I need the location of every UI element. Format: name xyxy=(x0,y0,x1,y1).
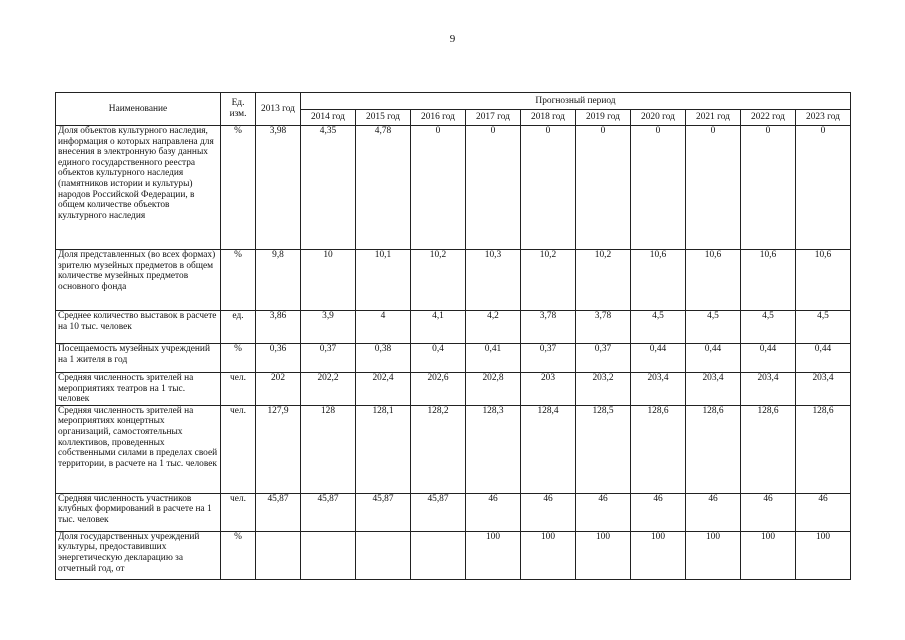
forecast-table xyxy=(55,92,851,580)
indicator-unit: ед. xyxy=(221,311,256,344)
table-row xyxy=(56,531,851,579)
header-year: 2021 год xyxy=(686,110,741,126)
table-row xyxy=(56,373,851,406)
indicator-name: Средняя численность участников клубных формирований в расчете на 1 тыс. человек xyxy=(56,493,221,531)
indicator-value: 100 xyxy=(521,531,576,579)
indicator-value: 203,4 xyxy=(631,373,686,406)
table-row xyxy=(56,250,851,311)
indicator-value: 203,4 xyxy=(796,373,851,406)
indicator-value: 202,8 xyxy=(466,373,521,406)
indicator-unit: чел. xyxy=(221,405,256,493)
header-year: 2022 год xyxy=(741,110,796,126)
indicator-value xyxy=(411,531,466,579)
indicator-value: 0 xyxy=(576,126,631,250)
indicator-unit: % xyxy=(221,531,256,579)
indicator-value: 4,5 xyxy=(741,311,796,344)
table-body xyxy=(56,126,851,580)
indicator-value: 128,6 xyxy=(796,405,851,493)
indicator-value: 3,9 xyxy=(301,311,356,344)
indicator-value: 45,87 xyxy=(411,493,466,531)
header-year: 2023 год xyxy=(796,110,851,126)
indicator-value: 4,5 xyxy=(796,311,851,344)
indicator-value: 100 xyxy=(631,531,686,579)
indicator-unit: чел. xyxy=(221,493,256,531)
indicator-value: 10,6 xyxy=(686,250,741,311)
indicator-value: 10,3 xyxy=(466,250,521,311)
indicator-unit: чел. xyxy=(221,373,256,406)
indicator-value: 4 xyxy=(356,311,411,344)
indicator-value: 4,5 xyxy=(686,311,741,344)
indicator-value: 203,2 xyxy=(576,373,631,406)
indicator-value: 0 xyxy=(411,126,466,250)
indicator-value: 203,4 xyxy=(686,373,741,406)
indicator-value: 10,2 xyxy=(576,250,631,311)
indicator-value: 0,44 xyxy=(796,344,851,373)
indicator-value: 128,6 xyxy=(686,405,741,493)
indicator-value: 46 xyxy=(521,493,576,531)
header-forecast-period: Прогнозный период xyxy=(301,93,851,110)
indicator-value: 100 xyxy=(576,531,631,579)
indicator-value: 4,35 xyxy=(301,126,356,250)
indicator-value: 10,2 xyxy=(411,250,466,311)
indicator-value: 0,38 xyxy=(356,344,411,373)
indicator-value: 0,44 xyxy=(686,344,741,373)
table-row xyxy=(56,493,851,531)
indicator-value: 0,4 xyxy=(411,344,466,373)
indicator-value: 3,78 xyxy=(576,311,631,344)
header-unit: Ед. изм. xyxy=(221,93,256,126)
indicator-value: 128,1 xyxy=(356,405,411,493)
indicator-value: 0 xyxy=(741,126,796,250)
indicator-value: 0 xyxy=(631,126,686,250)
indicator-value: 202,6 xyxy=(411,373,466,406)
indicator-value: 46 xyxy=(741,493,796,531)
indicator-value: 46 xyxy=(796,493,851,531)
indicator-value: 10,1 xyxy=(356,250,411,311)
indicator-value: 0,36 xyxy=(256,344,301,373)
indicator-value: 10,6 xyxy=(796,250,851,311)
indicator-value: 203 xyxy=(521,373,576,406)
indicator-value: 4,78 xyxy=(356,126,411,250)
indicator-value: 128,2 xyxy=(411,405,466,493)
indicator-value xyxy=(301,531,356,579)
header-year: 2015 год xyxy=(356,110,411,126)
indicator-value: 45,87 xyxy=(301,493,356,531)
indicator-value: 0,44 xyxy=(631,344,686,373)
indicator-value: 46 xyxy=(466,493,521,531)
header-base-year: 2013 год xyxy=(256,93,301,126)
header-year: 2019 год xyxy=(576,110,631,126)
indicator-value: 100 xyxy=(686,531,741,579)
indicator-value: 202,4 xyxy=(356,373,411,406)
indicator-value: 3,86 xyxy=(256,311,301,344)
indicator-unit: % xyxy=(221,344,256,373)
indicator-value: 0,37 xyxy=(576,344,631,373)
indicator-value: 202,2 xyxy=(301,373,356,406)
indicator-value: 0,44 xyxy=(741,344,796,373)
indicator-value: 3,98 xyxy=(256,126,301,250)
indicator-value: 46 xyxy=(686,493,741,531)
indicator-value: 100 xyxy=(466,531,521,579)
indicator-value: 0,41 xyxy=(466,344,521,373)
indicator-value xyxy=(256,531,301,579)
indicator-value: 10 xyxy=(301,250,356,311)
header-year: 2016 год xyxy=(411,110,466,126)
indicator-value: 0 xyxy=(466,126,521,250)
table-row xyxy=(56,405,851,493)
indicator-name: Посещаемость музейных учреждений на 1 жителя в год xyxy=(56,344,221,373)
indicator-value: 127,9 xyxy=(256,405,301,493)
indicator-value: 0 xyxy=(521,126,576,250)
indicator-value: 10,6 xyxy=(741,250,796,311)
indicator-value: 10,6 xyxy=(631,250,686,311)
header-row-top xyxy=(56,93,851,110)
indicator-value: 128,3 xyxy=(466,405,521,493)
indicator-name: Средняя численность зрителей на мероприятиях театров на 1 тыс. человек xyxy=(56,373,221,406)
indicator-value: 46 xyxy=(631,493,686,531)
indicator-value: 0 xyxy=(796,126,851,250)
indicator-value: 100 xyxy=(796,531,851,579)
indicator-value: 128,6 xyxy=(631,405,686,493)
indicator-value: 4,1 xyxy=(411,311,466,344)
indicator-value: 3,78 xyxy=(521,311,576,344)
header-year: 2014 год xyxy=(301,110,356,126)
indicator-value: 0,37 xyxy=(301,344,356,373)
indicator-value: 202 xyxy=(256,373,301,406)
indicator-value: 45,87 xyxy=(256,493,301,531)
indicator-value: 45,87 xyxy=(356,493,411,531)
table-row xyxy=(56,311,851,344)
indicator-name: Среднее количество выставок в расчете на 10 тыс. человек xyxy=(56,311,221,344)
indicator-name: Доля государственных учреждений культуры, предоставивших энергетическую декларацию за отчетный год, от xyxy=(56,531,221,579)
header-year: 2018 год xyxy=(521,110,576,126)
header-year: 2020 год xyxy=(631,110,686,126)
page-number: 9 xyxy=(449,33,456,45)
table-row xyxy=(56,126,851,250)
indicator-value: 0,37 xyxy=(521,344,576,373)
indicator-value: 128,6 xyxy=(741,405,796,493)
header-name: Наименование xyxy=(56,93,221,126)
indicator-unit: % xyxy=(221,250,256,311)
indicator-value: 10,2 xyxy=(521,250,576,311)
indicator-value: 128 xyxy=(301,405,356,493)
indicator-name: Средняя численность зрителей на мероприятиях концертных организаций, самостоятельных коллективов, проведенных собственными силами в пределах своей территории, в расчете на 1 тыс. человек xyxy=(56,405,221,493)
table-row xyxy=(56,344,851,373)
indicator-value: 100 xyxy=(741,531,796,579)
indicator-value: 4,2 xyxy=(466,311,521,344)
indicator-value: 0 xyxy=(686,126,741,250)
indicator-unit: % xyxy=(221,126,256,250)
indicator-name: Доля представленных (во всех формах) зрителю музейных предметов в общем количестве музейных предметов основного фонда xyxy=(56,250,221,311)
indicator-value: 128,4 xyxy=(521,405,576,493)
indicator-value: 9,8 xyxy=(256,250,301,311)
indicator-value xyxy=(356,531,411,579)
indicator-value: 4,5 xyxy=(631,311,686,344)
indicator-value: 203,4 xyxy=(741,373,796,406)
header-year: 2017 год xyxy=(466,110,521,126)
indicator-name: Доля объектов культурного наследия, информация о которых направлена для внесения в электронную базу данных единого государственного реестра объектов культурного наследия (памятников истории и культуры) народов Российской Федерации, в общем количестве объектов культурного наследия xyxy=(56,126,221,250)
indicator-value: 46 xyxy=(576,493,631,531)
indicator-value: 128,5 xyxy=(576,405,631,493)
